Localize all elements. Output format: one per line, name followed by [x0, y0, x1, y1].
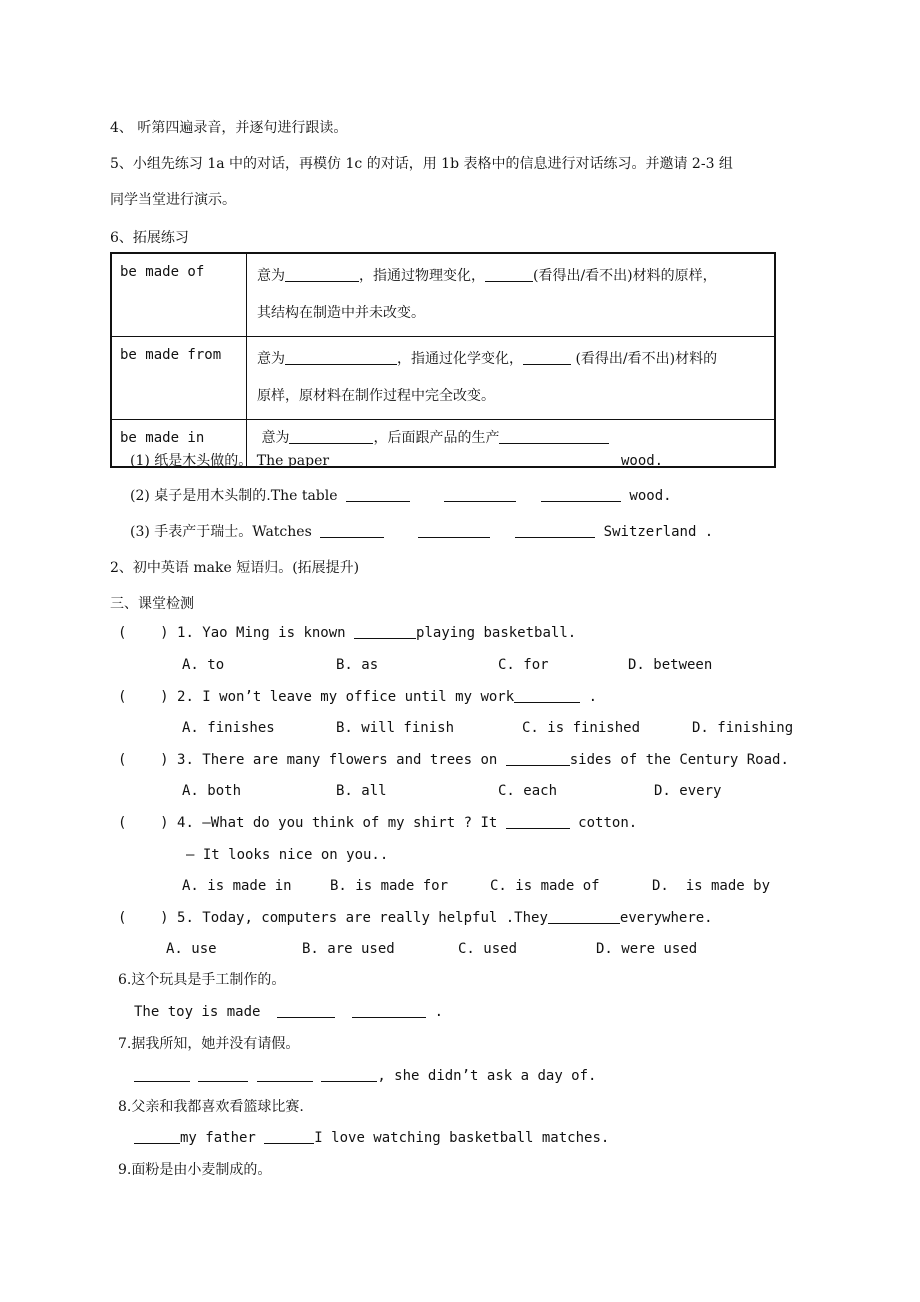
blank-line — [485, 267, 533, 282]
term-cell: be made in — [111, 420, 247, 468]
answer-text: , she didn’t ask a day of. — [377, 1068, 597, 1084]
step-5-line2: 同学当堂进行演示。 — [110, 192, 236, 208]
translate-answer-7 — [134, 1066, 596, 1086]
blank-line — [354, 624, 416, 639]
translate-question-7: 7.据我所知，她并没有请假。 — [118, 1036, 300, 1052]
option-a: A. to — [182, 657, 225, 673]
option-c: C. each — [498, 783, 558, 799]
answer-text: . — [434, 1004, 444, 1020]
desc-cell — [247, 337, 776, 420]
answer-paren: ( ) — [118, 815, 169, 831]
option-b: B. is made for — [330, 878, 449, 894]
option-c: C. used — [458, 941, 518, 957]
blank-line — [541, 487, 621, 502]
question-text: 1. Yao Ming is known — [177, 625, 355, 641]
blank-line — [285, 350, 397, 365]
question-text: cotton. — [569, 815, 638, 831]
blank-line — [346, 487, 410, 502]
blank-line — [523, 350, 571, 365]
blank-line — [198, 1067, 248, 1082]
blank-line — [506, 814, 570, 829]
answer-text: my father — [180, 1130, 265, 1146]
blank-line — [285, 267, 359, 282]
question-text: 4. —What do you think of my shirt ? It — [177, 815, 506, 831]
step-4: 4、 听第四遍录音，并逐句进行跟读。 — [110, 120, 348, 136]
option-b: B. all — [336, 783, 387, 799]
answer-paren: ( ) — [118, 689, 169, 705]
step-6-heading: 6、拓展练习 — [110, 230, 189, 246]
desc-text: 意为 — [257, 351, 285, 367]
desc-text: 其结构在制造中并未改变。 — [257, 305, 425, 321]
quiz-question-5 — [118, 908, 713, 928]
option-c: C. is finished — [522, 720, 641, 736]
question-text: 3. There are many flowers and trees on — [177, 752, 506, 768]
blank-line — [418, 523, 490, 538]
term-cell: be made of — [111, 253, 247, 337]
option-a: A. both — [182, 783, 242, 799]
translate-question-9: 9.面粉是由小麦制成的。 — [118, 1162, 272, 1178]
translate-text: (3) 手表产于瑞士。Watches — [130, 524, 312, 540]
answer-paren: ( ) — [118, 752, 169, 768]
option-b: B. will finish — [336, 720, 455, 736]
step-5-line1: 5、小组先练习 1a 中的对话，再模仿 1c 的对话，用 1b 表格中的信息进行对话练习。并邀请 2-3 组 — [110, 156, 733, 172]
desc-text: ，指通过化学变化， — [397, 351, 523, 367]
translate-answer-8 — [134, 1128, 609, 1148]
blank-line — [514, 688, 580, 703]
blank-line — [515, 523, 595, 538]
translate-text: wood. — [629, 488, 672, 504]
desc-text: 意为 — [257, 268, 285, 284]
option-b: B. as — [336, 657, 379, 673]
blank-line — [435, 452, 507, 467]
option-a: A. finishes — [182, 720, 275, 736]
blank-line — [548, 909, 620, 924]
question-text: . — [580, 689, 598, 705]
blank-line — [352, 1003, 426, 1018]
blank-line — [277, 1003, 335, 1018]
blank-line — [533, 452, 613, 467]
translate-text: Switzerland . — [603, 524, 714, 540]
option-c: C. for — [498, 657, 549, 673]
translate-question-8: 8.父亲和我都喜欢看篮球比赛. — [118, 1099, 304, 1115]
desc-text: (看得出/看不出)材料的原样， — [533, 268, 717, 284]
blank-line — [134, 1129, 180, 1144]
blank-line — [444, 487, 516, 502]
translate-question-6: 6.这个玩具是手工制作的。 — [118, 972, 286, 988]
desc-text: (看得出/看不出)材料的 — [575, 351, 718, 367]
blank-line — [257, 1067, 313, 1082]
quiz-question-3 — [118, 750, 789, 770]
blank-line — [499, 429, 609, 444]
table-row — [111, 337, 775, 420]
answer-text: I love watching basketball matches. — [314, 1130, 610, 1146]
blank-line — [134, 1067, 190, 1082]
translate-text: (2) 桌子是用木头制的.The table — [130, 488, 338, 504]
blank-line — [320, 523, 384, 538]
translate-answer-6 — [134, 1002, 443, 1022]
answer-text: The toy is made — [134, 1004, 261, 1020]
option-c: C. is made of — [490, 878, 600, 894]
option-d: D. every — [654, 783, 722, 799]
section-2-heading: 2、初中英语 make 短语归。(拓展提升) — [110, 560, 360, 576]
question-text: playing basketball. — [416, 625, 577, 641]
desc-text: 意为 — [261, 430, 290, 446]
blank-line — [506, 751, 570, 766]
option-b: B. are used — [302, 941, 395, 957]
desc-cell — [247, 253, 776, 337]
option-d: D. finishing — [692, 720, 794, 736]
question-text: 2. I won’t leave my office until my work — [177, 689, 515, 705]
blank-line — [289, 429, 373, 444]
answer-paren: ( ) — [118, 910, 169, 926]
translate-1 — [130, 451, 663, 471]
table-row — [111, 253, 775, 337]
desc-text: 原样，原材料在制作过程中完全改变。 — [257, 388, 495, 404]
extension-table — [110, 252, 776, 468]
quiz-question-4 — [118, 813, 637, 833]
translate-2 — [130, 486, 672, 506]
question-text: 5. Today, computers are really helpful .They — [177, 910, 548, 926]
desc-text: ，指通过物理变化， — [359, 268, 485, 284]
blank-line — [321, 1067, 377, 1082]
blank-line — [264, 1129, 314, 1144]
translate-3 — [130, 522, 713, 542]
option-d: D. were used — [596, 941, 698, 957]
option-d: D. between — [628, 657, 713, 673]
option-a: A. use — [166, 941, 217, 957]
section-3-heading: 三、课堂检测 — [110, 596, 194, 612]
translate-text: (1) 纸是木头做的。 The paper — [130, 453, 330, 469]
translate-text: wood. — [620, 453, 664, 469]
answer-paren: ( ) — [118, 625, 169, 641]
blank-line — [338, 452, 402, 467]
quiz-question-1 — [118, 623, 576, 643]
desc-text: ，后面跟产品的生产 — [373, 430, 500, 446]
option-d: D. is made by — [652, 878, 771, 894]
question-text: sides of the Century Road. — [569, 752, 789, 768]
term-cell: be made from — [111, 337, 247, 420]
quiz-question-2 — [118, 687, 597, 707]
question-text: everywhere. — [619, 910, 713, 926]
option-a: A. is made in — [182, 878, 292, 894]
reply-text: — It looks nice on you.. — [186, 847, 389, 863]
